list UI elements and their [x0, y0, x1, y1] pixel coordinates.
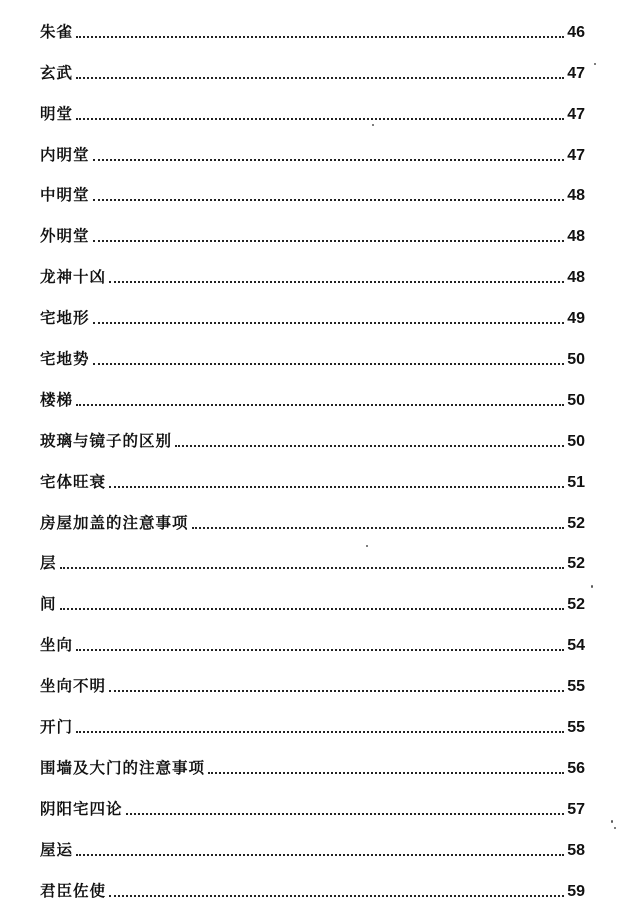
toc-entry-page: 55 — [567, 678, 585, 696]
toc-entry-page: 48 — [567, 187, 585, 205]
toc-entry-page: 46 — [567, 23, 585, 41]
toc-dot-leader — [60, 608, 565, 610]
toc-entry-page: 55 — [567, 719, 585, 737]
toc-dot-leader — [93, 159, 565, 161]
toc-entry-title: 开门 — [40, 717, 74, 737]
toc-entry-title: 坐向不明 — [40, 676, 107, 696]
toc-entry — [40, 661, 585, 702]
table-of-contents — [40, 7, 585, 907]
toc-dot-leader — [76, 649, 564, 651]
toc-entry-title: 宅体旺衰 — [40, 471, 107, 491]
toc-entry-title: 中明堂 — [40, 185, 90, 205]
toc-entry-page: 48 — [567, 269, 585, 287]
toc-entry — [40, 620, 585, 661]
toc-entry-page: 54 — [567, 637, 585, 655]
toc-entry — [40, 579, 585, 620]
scan-speck — [614, 827, 616, 829]
toc-dot-leader — [208, 772, 564, 774]
toc-dot-leader — [109, 690, 564, 692]
toc-entry — [40, 375, 585, 416]
toc-dot-leader — [126, 813, 565, 815]
toc-entry-title: 内明堂 — [40, 144, 90, 164]
toc-entry-page: 48 — [567, 228, 585, 246]
toc-entry-title: 宅地势 — [40, 349, 90, 369]
toc-entry — [40, 171, 585, 212]
toc-entry — [40, 252, 585, 293]
toc-entry — [40, 48, 585, 89]
toc-entry — [40, 293, 585, 334]
toc-entry-title: 坐向 — [40, 635, 74, 655]
toc-entry-title: 朱雀 — [40, 21, 74, 41]
toc-dot-leader — [109, 281, 564, 283]
toc-dot-leader — [93, 322, 565, 324]
toc-entry-title: 阴阳宅四论 — [40, 798, 123, 818]
toc-dot-leader — [76, 731, 564, 733]
toc-dot-leader — [192, 527, 565, 529]
toc-entry — [40, 825, 585, 866]
toc-entry-title: 围墙及大门的注意事项 — [40, 757, 206, 777]
toc-entry — [40, 89, 585, 130]
toc-entry-page: 47 — [567, 105, 585, 123]
toc-entry — [40, 130, 585, 171]
scan-speck — [611, 820, 613, 823]
scan-speck — [366, 545, 368, 547]
toc-entry-title: 明堂 — [40, 103, 74, 123]
toc-entry-page: 50 — [567, 351, 585, 369]
toc-entry-page: 57 — [567, 800, 585, 818]
toc-entry — [40, 866, 585, 907]
toc-entry-title: 外明堂 — [40, 226, 90, 246]
toc-entry-page: 47 — [567, 146, 585, 164]
toc-entry — [40, 539, 585, 580]
toc-entry — [40, 416, 585, 457]
toc-dot-leader — [76, 854, 564, 856]
toc-dot-leader — [76, 404, 564, 406]
toc-entry-page: 52 — [567, 596, 585, 614]
scan-speck — [372, 124, 374, 126]
toc-dot-leader — [93, 199, 565, 201]
toc-dot-leader — [76, 77, 564, 79]
toc-dot-leader — [93, 363, 565, 365]
toc-dot-leader — [93, 240, 565, 242]
toc-entry-title: 层 — [40, 553, 57, 573]
toc-entry-page: 56 — [567, 759, 585, 777]
toc-entry — [40, 334, 585, 375]
toc-entry-page: 52 — [567, 514, 585, 532]
toc-entry-title: 玄武 — [40, 62, 74, 82]
toc-entry-title: 楼梯 — [40, 389, 74, 409]
toc-entry-page: 49 — [567, 310, 585, 328]
toc-entry-title: 玻璃与镜子的区别 — [40, 430, 173, 450]
toc-entry-page: 47 — [567, 64, 585, 82]
toc-entry — [40, 7, 585, 48]
toc-dot-leader — [60, 567, 565, 569]
toc-entry — [40, 498, 585, 539]
toc-entry — [40, 784, 585, 825]
toc-entry-title: 君臣佐使 — [40, 880, 107, 900]
toc-dot-leader — [76, 36, 564, 38]
toc-dot-leader — [109, 486, 564, 488]
toc-entry-page: 59 — [567, 882, 585, 900]
toc-dot-leader — [76, 118, 564, 120]
toc-entry-title: 房屋加盖的注意事项 — [40, 512, 189, 532]
toc-entry — [40, 743, 585, 784]
toc-entry-title: 间 — [40, 594, 57, 614]
toc-entry-page: 51 — [567, 473, 585, 491]
toc-dot-leader — [175, 445, 564, 447]
toc-entry — [40, 211, 585, 252]
toc-entry-title: 宅地形 — [40, 308, 90, 328]
scan-speck — [591, 585, 593, 588]
toc-entry — [40, 702, 585, 743]
toc-entry-page: 50 — [567, 432, 585, 450]
toc-entry — [40, 457, 585, 498]
toc-entry-title: 屋运 — [40, 839, 74, 859]
toc-dot-leader — [109, 895, 564, 897]
toc-entry-page: 58 — [567, 841, 585, 859]
scan-speck — [594, 63, 596, 65]
toc-entry-page: 52 — [567, 555, 585, 573]
toc-entry-page: 50 — [567, 391, 585, 409]
toc-entry-title: 龙神十凶 — [40, 267, 107, 287]
